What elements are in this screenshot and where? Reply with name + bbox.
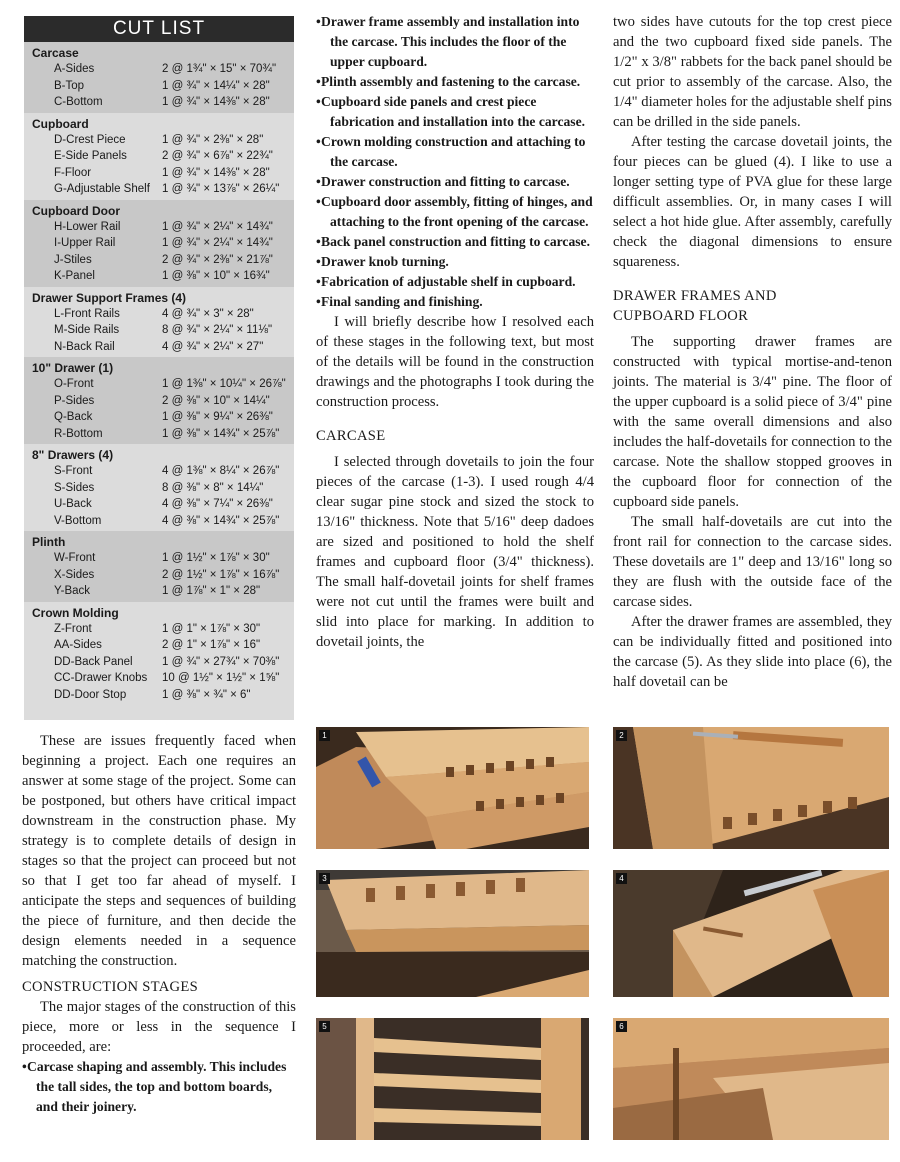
cut-list-row	[24, 148, 294, 165]
part-dimensions: 1 @ ¾" × 14⅜" × 28"	[162, 166, 270, 179]
cut-list-row	[24, 550, 294, 567]
part-dimensions: 1 @ 1⅜" × 10¼" × 26⅞"	[162, 378, 286, 390]
photo-6-half-dovetail	[613, 1018, 889, 1140]
photo-2-image	[613, 727, 889, 849]
cut-list-row	[24, 480, 294, 497]
part-dimensions: 1 @ ¾" × 14¼" × 28"	[162, 79, 270, 92]
photo-number: 6	[616, 1021, 627, 1032]
cut-list-row	[24, 306, 294, 323]
part-name: N-Back Rail	[54, 340, 115, 353]
stage-list	[316, 12, 594, 312]
photo-number: 5	[319, 1021, 330, 1032]
cut-list-row	[24, 670, 294, 687]
cut-list-group	[24, 287, 294, 358]
cut-list-row	[24, 426, 294, 443]
photo-5-drawer-frames	[316, 1018, 589, 1140]
part-name: W-Front	[54, 552, 96, 564]
part-dimensions: 2 @ 1" × 1⅞" × 16"	[162, 639, 261, 651]
part-name: F-Floor	[54, 166, 92, 179]
cut-list-row	[24, 322, 294, 339]
cut-list-row	[24, 513, 294, 530]
part-dimensions: 1 @ ¾" × 27¾" × 70⅜"	[162, 655, 280, 668]
part-dimensions: 8 @ ⅜" × 8" × 14¼"	[162, 481, 264, 494]
photo-3-image	[316, 870, 589, 997]
section-heading-construction-stages: CONSTRUCTION STAGES	[22, 979, 199, 995]
section-heading-drawer-frames	[613, 286, 892, 326]
photo-4-glue-up	[613, 870, 889, 997]
cut-list-groups	[24, 42, 294, 705]
part-dimensions: 2 @ 1¾" × 15" × 70¾"	[162, 63, 277, 75]
part-dimensions: 8 @ ¾" × 2¼" × 11⅛"	[162, 324, 273, 336]
column-3	[613, 12, 892, 692]
cut-list-row	[24, 376, 294, 393]
cut-list-row	[24, 94, 294, 111]
part-dimensions: 2 @ ⅜" × 10" × 14¼"	[162, 394, 270, 407]
description-paragraph: I will briefly describe how I resolved each of these stages in the following text, but most of the details will be found in the construction drawings and the photographs I took during the construction process.	[316, 314, 594, 410]
part-name: I-Upper Rail	[54, 237, 116, 249]
cut-list-group-heading: 10" Drawer (1)	[32, 361, 114, 375]
half-dovetail-paragraph: The small half-dovetails are cut into the front rail for connection to the carcase sides. These dovetails are 1" deep and 13/16" long so they are flush with the outside face of the carcase sides.	[613, 514, 892, 610]
part-name: J-Stiles	[54, 253, 92, 266]
part-name: G-Adjustable Shelf	[54, 183, 150, 195]
cut-list-group-heading: Plinth	[32, 535, 66, 549]
cut-list-group	[24, 531, 294, 602]
cut-list-group	[24, 42, 294, 113]
cut-list-row	[24, 583, 294, 600]
photo-3-carcase-corner	[316, 870, 589, 997]
photo-2-chisel-dovetails	[613, 727, 889, 849]
cut-list-group-heading: Crown Molding	[32, 605, 119, 620]
part-name: K-Panel	[54, 270, 95, 282]
part-name: U-Back	[54, 498, 92, 510]
part-name: AA-Sides	[54, 639, 102, 651]
cut-list-row	[24, 132, 294, 149]
photo-number: 4	[616, 873, 627, 884]
part-dimensions: 1 @ ¾" × 13⅞" × 26¼"	[162, 183, 280, 195]
part-name: Y-Back	[54, 585, 91, 597]
part-name: O-Front	[54, 378, 94, 390]
cut-list-row	[24, 621, 294, 638]
part-name: R-Bottom	[54, 427, 103, 440]
photo-4-image	[613, 870, 889, 997]
cut-list-row	[24, 654, 294, 671]
stage-item: • Carcase shaping and assembly. This includes the tall sides, the top and bottom boards, and their joinery.	[22, 1057, 296, 1117]
cut-list-row	[24, 496, 294, 513]
part-dimensions: 1 @ ¾" × 2¼" × 14¾"	[162, 237, 273, 249]
stage-item: • Back panel construction and fitting to carcase.	[316, 232, 594, 252]
part-dimensions: 4 @ ⅜" × 14¾" × 25⅞"	[162, 514, 280, 527]
glue-paragraph: After testing the carcase dovetail joints, the four pieces can be glued (4). I like to use a longer setting type of PVA glue for these large difficult assemblies. Or, in many cases I will select a hot hide glue. After assembly, carefully check the diagonal dimensions to ensure squareness.	[613, 134, 892, 270]
part-dimensions: 1 @ ⅜" × 10" × 16¾"	[162, 270, 270, 282]
part-name: Z-Front	[54, 622, 92, 635]
cut-list-row	[24, 687, 294, 704]
cut-list-group-heading: Drawer Support Frames (4)	[32, 290, 187, 305]
part-name: X-Sides	[54, 568, 95, 581]
drawer-frames-paragraph: The supporting drawer frames are constructed with typical mortise-and-tenon joints. The material is 3/4" pine. The floor of the upper cupboard is a solid piece of 3/4" pine with the same overall dimensions and also includes the half-dovetails for connection to the carcase. Note the shallow stopped grooves in the cupboard floor for connection of the cupboard side panels.	[613, 334, 892, 510]
part-dimensions: 1 @ ¾" × 2¼" × 14¾"	[162, 220, 273, 233]
stage-item: • Plinth assembly and fastening to the carcase.	[316, 72, 594, 92]
cut-list-row	[24, 181, 294, 198]
part-dimensions: 2 @ ¾" × 6⅞" × 22¾"	[162, 150, 273, 162]
cut-list-row	[24, 61, 294, 78]
part-dimensions: 4 @ ⅜" × 7¼" × 26⅜"	[162, 498, 273, 510]
cut-list-group-heading: Cupboard Door	[32, 203, 120, 218]
heading-line-1: DRAWER FRAMES AND	[613, 288, 777, 304]
part-name: DD-Back Panel	[54, 655, 133, 668]
stage-item: • Drawer construction and fitting to carcase.	[316, 172, 594, 192]
part-name: S-Sides	[54, 481, 95, 494]
cut-list-row	[24, 393, 294, 410]
cut-list-row	[24, 567, 294, 584]
part-name: H-Lower Rail	[54, 220, 121, 233]
column-1	[22, 731, 296, 1117]
part-dimensions: 2 @ ¾" × 2⅜" × 21⅞"	[162, 253, 273, 266]
cut-list-row	[24, 268, 294, 285]
photo-1-dovetailed-boards	[316, 727, 589, 849]
part-dimensions: 10 @ 1½" × 1½" × 1⅝"	[162, 672, 280, 684]
cut-list-table	[24, 16, 294, 720]
cut-list-group	[24, 602, 294, 706]
part-dimensions: 4 @ ¾" × 2¼" × 27"	[162, 340, 264, 353]
part-dimensions: 4 @ ¾" × 3" × 28"	[162, 307, 254, 320]
cut-list-group-heading: Carcase	[32, 46, 79, 60]
intro-paragraph: These are issues frequently faced when beginning a project. Each one requires an answer at some stage of the project. Some can be postponed, but others have critical impact downstream in the construction phase. My strategy is to complete details of design in stages so that the project can proceed but not so that I get too far ahead of myself. I anticipate the steps and sequences of building the piece of furniture, and then decide the design elements needed in a sequence matching the construction.	[22, 733, 296, 969]
cut-list-group	[24, 200, 294, 287]
part-dimensions: 1 @ ⅜" × ¾" × 6"	[162, 688, 251, 701]
photo-5-image	[316, 1018, 589, 1140]
part-name: S-Front	[54, 465, 93, 477]
part-dimensions: 2 @ 1½" × 1⅞" × 16⅞"	[162, 568, 280, 581]
stage-item: • Crown molding construction and attaching to the carcase.	[316, 132, 594, 172]
heading-line-2: CUPBOARD FLOOR	[613, 308, 749, 324]
part-name: M-Side Rails	[54, 324, 120, 336]
part-name: C-Bottom	[54, 96, 103, 108]
part-dimensions: 1 @ 1½" × 1⅞" × 30"	[162, 552, 270, 564]
part-name: CC-Drawer Knobs	[54, 672, 148, 684]
photo-number: 2	[616, 730, 627, 741]
stage-item: • Final sanding and finishing.	[316, 292, 594, 312]
part-dimensions: 1 @ 1" × 1⅞" × 30"	[162, 622, 261, 635]
stage-item: • Cupboard door assembly, fitting of hinges, and attaching to the front opening of the carcase.	[316, 192, 594, 232]
part-dimensions: 1 @ ¾" × 14⅜" × 28"	[162, 96, 270, 108]
part-dimensions: 4 @ 1⅜" × 8¼" × 26⅞"	[162, 465, 280, 477]
cut-list-row	[24, 637, 294, 654]
stage-item: • Cupboard side panels and crest piece fabrication and installation into the carcase.	[316, 92, 594, 132]
photo-6-image	[613, 1018, 889, 1140]
part-name: DD-Door Stop	[54, 688, 127, 701]
part-name: P-Sides	[54, 394, 95, 407]
cut-list-group-heading: 8" Drawers (4)	[32, 448, 114, 462]
photo-number: 1	[319, 730, 330, 741]
part-name: B-Top	[54, 79, 85, 92]
part-name: E-Side Panels	[54, 150, 127, 162]
part-dimensions: 1 @ 1⅞" × 1" × 28"	[162, 585, 261, 597]
photo-1-image	[316, 727, 589, 849]
carcase-paragraph: I selected through dovetails to join the four pieces of the carcase (1-3). I used rough 4/4 clear sugar pine stock and sized the stock to 13/16" thickness. Note that 5/16" deep dadoes are sized and positioned to hold the shelf frames and cupboard floor (3/4" thickness). The small half-dovetail joints for shelf frames were not cut until the frames were built and slid into place for marking. In addition to dovetail joints, the	[316, 454, 594, 650]
photo-number: 3	[319, 873, 330, 884]
cut-list-title: CUT LIST	[24, 16, 294, 42]
cut-list-row	[24, 252, 294, 269]
part-name: D-Crest Piece	[54, 133, 126, 146]
fitting-paragraph: After the drawer frames are assembled, they can be individually fitted and positioned into the carcase (5). As they slide into place (6), the half dovetail can be	[613, 614, 892, 690]
part-name: V-Bottom	[54, 514, 102, 527]
stage-item: • Fabrication of adjustable shelf in cupboard.	[316, 272, 594, 292]
column-2	[316, 12, 594, 652]
cut-list-row	[24, 409, 294, 426]
stage-list-start	[22, 1057, 296, 1117]
stage-item: • Drawer frame assembly and installation into the carcase. This includes the floor of the upper cupboard.	[316, 12, 594, 72]
part-name: A-Sides	[54, 63, 95, 75]
section-heading-carcase: CARCASE	[316, 428, 386, 444]
cut-list-group	[24, 357, 294, 444]
cut-list-row	[24, 339, 294, 356]
part-dimensions: 1 @ ⅜" × 9¼" × 26⅜"	[162, 411, 273, 423]
cut-list-group	[24, 113, 294, 200]
part-dimensions: 1 @ ¾" × 2⅜" × 28"	[162, 133, 264, 146]
stages-intro-paragraph: The major stages of the construction of this piece, more or less in the sequence I proceeded, are:	[22, 999, 296, 1055]
cut-list-group	[24, 444, 294, 531]
stage-item: • Drawer knob turning.	[316, 252, 594, 272]
part-dimensions: 1 @ ⅜" × 14¾" × 25⅞"	[162, 427, 280, 440]
cut-list-row	[24, 463, 294, 480]
carcase-continued-paragraph: two sides have cutouts for the top crest piece and the two cupboard fixed side panels. The 1/2" x 3/8" rabbets for the back panel should be cut prior to assembly of the carcase. Also, the 1/4" diameter holes for the adjustable shelf pins can be drilled in the side panels.	[613, 14, 892, 130]
cut-list-row	[24, 219, 294, 236]
cut-list-row	[24, 165, 294, 182]
part-name: L-Front Rails	[54, 307, 120, 320]
cut-list-row	[24, 78, 294, 95]
part-name: Q-Back	[54, 411, 93, 423]
cut-list-group-heading: Cupboard	[32, 116, 89, 131]
cut-list-row	[24, 235, 294, 252]
